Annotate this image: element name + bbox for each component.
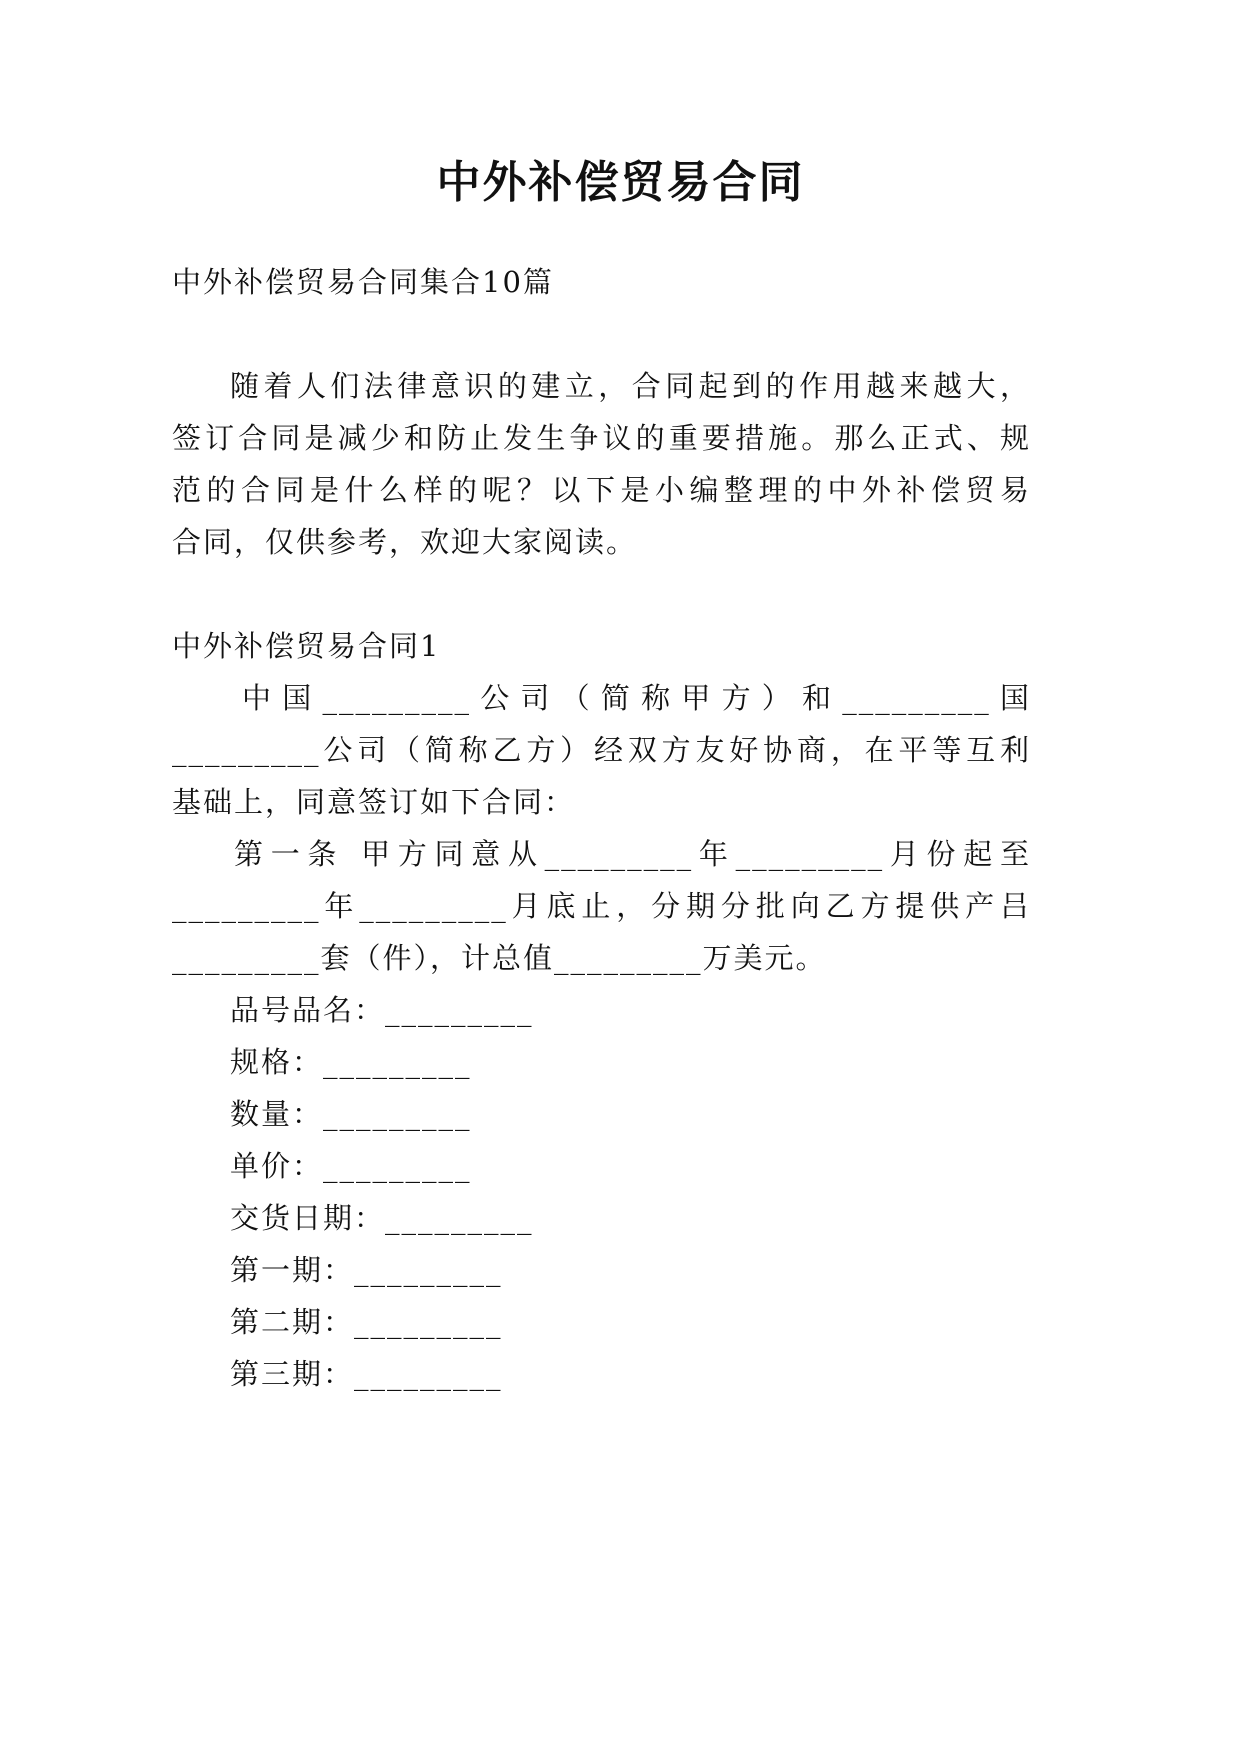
- field-delivery-date: 交货日期：_________: [230, 1201, 534, 1235]
- field-unit-price: 单价：_________: [230, 1149, 472, 1183]
- intro-line-1: 随着人们法律意识的建立，合同起到的作用越来越大，: [230, 369, 1031, 403]
- intro-line-4: 合同，仅供参考，欢迎大家阅读。: [172, 525, 638, 559]
- document-subtitle: 中外补偿贸易合同集合10篇: [172, 265, 554, 299]
- article1-line-2: _________年_________月底止，分期分批向乙方提供产吕: [172, 889, 1031, 923]
- field-phase-2: 第二期：_________: [230, 1305, 503, 1339]
- intro-line-2: 签订合同是减少和防止发生争议的重要措施。那么正式、规: [172, 421, 1031, 455]
- field-quantity: 数量：_________: [230, 1097, 472, 1131]
- field-product-name: 品号品名：_________: [230, 993, 534, 1027]
- field-phase-3: 第三期：_________: [230, 1357, 503, 1391]
- article1-line-1: 第一条 甲方同意从_________年_________月份起至: [234, 837, 1031, 871]
- section-heading: 中外补偿贸易合同1: [172, 629, 441, 663]
- intro-line-3: 范的合同是什么样的呢？以下是小编整理的中外补偿贸易: [172, 473, 1031, 507]
- field-phase-1: 第一期：_________: [230, 1253, 503, 1287]
- article1-line-3: _________套（件），计总值_________万美元。: [172, 941, 827, 975]
- field-spec: 规格：_________: [230, 1045, 472, 1079]
- document-title: 中外补偿贸易合同: [436, 157, 805, 208]
- parties-line-2: _________公司（简称乙方）经双方友好协商，在平等互利: [172, 733, 1031, 767]
- parties-line-3: 基础上，同意签订如下合同：: [172, 785, 576, 819]
- parties-line-1: 中国_________公司（简称甲方）和_________国: [242, 681, 1031, 715]
